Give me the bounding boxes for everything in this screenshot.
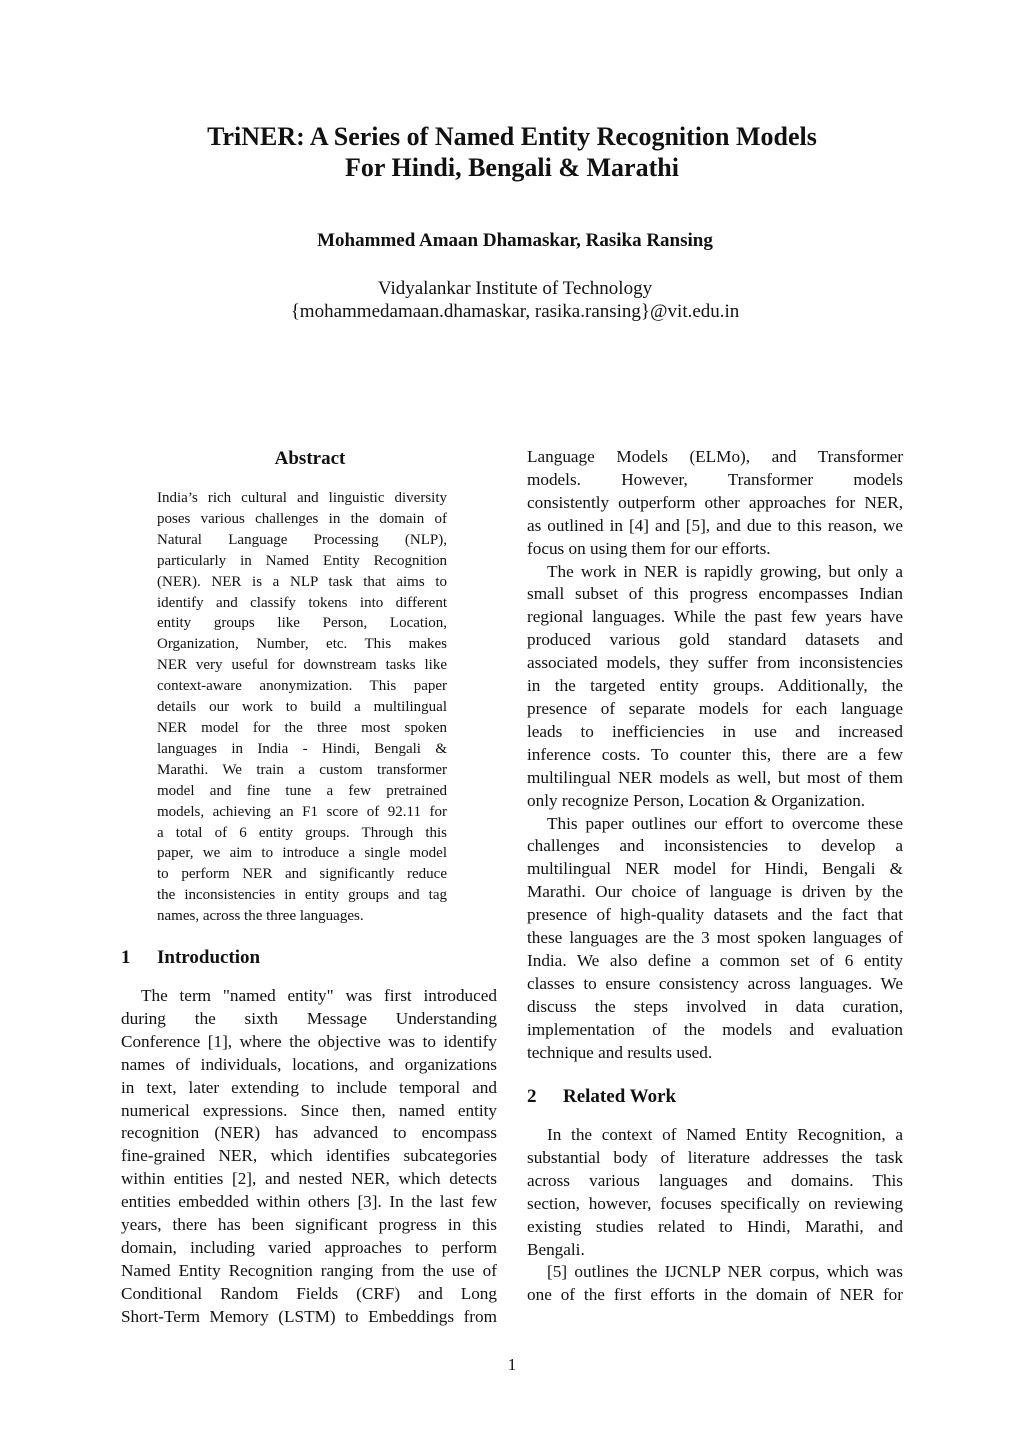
paper-title-line-1: TriNER: A Series of Named Entity Recognition Models	[207, 122, 817, 151]
paragraph-line: domain, including varied approaches to perform	[121, 1237, 497, 1257]
paragraph-line: only recognize Person, Location & Organization.	[527, 790, 866, 810]
abstract-line: Marathi. We train a custom transformer	[157, 761, 447, 778]
paragraph-line: these languages are the 3 most spoken languages of	[527, 928, 903, 948]
paragraph-line: implementation of the models and evaluation	[527, 1019, 903, 1039]
abstract-line: to perform NER and significantly reduce	[157, 866, 447, 883]
abstract-body	[157, 488, 447, 927]
abstract-line: details our work to build a multilingual	[157, 699, 447, 716]
paragraph-line: within entities [2], and nested NER, which detects	[121, 1169, 497, 1189]
paragraph-line: Bengali.	[527, 1239, 585, 1259]
paragraph-line: Short-Term Memory (LSTM) to Embeddings from	[121, 1306, 497, 1326]
paragraph-line: numerical expressions. Since then, named entity	[121, 1100, 497, 1120]
abstract-line: (NER). NER is a NLP task that aims to	[157, 573, 447, 590]
paragraph-line: fine-grained NER, which identifies subcategories	[121, 1146, 497, 1166]
paragraph-line: Named Entity Recognition ranging from the use of	[121, 1260, 497, 1280]
paragraph-line: consistently outperform other approaches for NER,	[527, 492, 903, 512]
paragraph-line: technique and results used.	[527, 1042, 713, 1062]
paragraph-line: models. However, Transformer models	[527, 469, 903, 489]
paragraph-line: In the context of Named Entity Recognition, a	[547, 1125, 903, 1144]
paragraph-line: discuss the steps involved in data curation,	[527, 996, 903, 1016]
paragraph-line: in the targeted entity groups. Additionally, the	[527, 676, 903, 696]
paragraph-line: [5] outlines the IJCNLP NER corpus, which was	[547, 1262, 903, 1282]
paper-title-line-2: For Hindi, Bengali & Marathi	[345, 153, 679, 182]
paragraph-line: associated models, they suffer from inconsistencies	[527, 653, 903, 673]
paragraph-line: classes to ensure consistency across languages. We	[527, 973, 903, 993]
paragraph-line: Conference [1], where the objective was to identify	[121, 1031, 497, 1051]
paragraph-line: substantial body of literature addresses the task	[527, 1147, 903, 1167]
abstract-line: entity groups like Person, Location,	[157, 615, 447, 632]
paragraph-line: India. We also define a common set of 6 entity	[527, 950, 903, 970]
paragraph-line: presence of high-quality datasets and the fact that	[527, 905, 903, 925]
section-title: Introduction	[157, 947, 261, 968]
abstract-line: particularly in Named Entity Recognition	[157, 552, 447, 569]
affiliation-emails: {mohammedamaan.dhamaskar, rasika.ransing}@vit.edu.in	[290, 301, 740, 322]
section-number: 2	[527, 1086, 537, 1107]
paragraph-line: during the sixth Message Understanding	[121, 1008, 497, 1028]
paragraph-line: challenges and inconsistencies to develop a	[527, 836, 903, 856]
abstract-line: context-aware anonymization. This paper	[157, 678, 447, 695]
section-heading-related-work	[527, 1085, 676, 1109]
abstract-line: a total of 6 entity groups. Through this	[157, 824, 447, 841]
paragraph-line: This paper outlines our effort to overcome these	[547, 813, 903, 833]
abstract-line: model and fine tune a few pretrained	[157, 782, 447, 799]
paragraph-line: Marathi. Our choice of language is driven by the	[527, 882, 903, 902]
authors: Mohammed Amaan Dhamaskar, Rasika Ransing	[317, 230, 713, 251]
paragraph-line: across various languages and domains. This	[527, 1170, 903, 1190]
abstract-heading: Abstract	[274, 448, 346, 469]
paragraph-line: presence of separate models for each language	[527, 698, 903, 718]
section-title: Related Work	[563, 1086, 677, 1107]
paragraph-line: existing studies related to Hindi, Marathi, and	[527, 1216, 903, 1236]
paragraph-line: as outlined in [4] and [5], and due to this reason, we	[527, 515, 903, 535]
paragraph-line: The term "named entity" was first introduced	[141, 986, 497, 1005]
paragraph-line: produced various gold standard datasets and	[527, 630, 903, 650]
paragraph-line: Conditional Random Fields (CRF) and Long	[121, 1283, 497, 1303]
paragraph-line: small subset of this progress encompasses Indian	[527, 584, 903, 604]
paragraph-line: years, there has been significant progress in this	[121, 1215, 497, 1235]
abstract-line: Natural Language Processing (NLP),	[157, 531, 447, 548]
abstract-line: languages in India - Hindi, Bengali &	[157, 740, 447, 757]
paragraph-line: multilingual NER model for Hindi, Bengali &	[527, 859, 903, 879]
abstract-line: poses various challenges in the domain of	[157, 510, 447, 527]
related-work-body	[527, 1124, 903, 1307]
paragraph-line: in text, later extending to include temporal and	[121, 1077, 497, 1097]
paragraph-line: The work in NER is rapidly growing, but only a	[547, 561, 903, 581]
abstract-line: identify and classify tokens into different	[157, 594, 447, 611]
abstract-line: names, across the three languages.	[157, 908, 364, 925]
introduction-body-right	[527, 446, 903, 1064]
paragraph-line: recognition (NER) has advanced to encompass	[121, 1123, 497, 1143]
abstract-line: paper, we aim to introduce a single model	[157, 845, 447, 862]
page-number: 1	[507, 1355, 517, 1374]
paragraph-line: names of individuals, locations, and organizations	[121, 1054, 497, 1074]
abstract-line: Organization, Number, etc. This makes	[157, 636, 447, 653]
section-heading-introduction	[121, 946, 260, 970]
paragraph-line: focus on using them for our efforts.	[527, 538, 771, 558]
affiliation-institution: Vidyalankar Institute of Technology	[377, 278, 653, 299]
abstract-line: the inconsistencies in entity groups and tag	[157, 887, 447, 904]
paragraph-line: leads to inefficiencies in use and increased	[527, 721, 903, 741]
paragraph-line: Language Models (ELMo), and Transformer	[527, 447, 903, 466]
paragraph-line: inference costs. To counter this, there are a few	[527, 744, 903, 764]
paragraph-line: one of the first efforts in the domain of NER for	[527, 1285, 903, 1305]
paragraph-line: section, however, focuses specifically on reviewing	[527, 1193, 903, 1213]
abstract-line: models, achieving an F1 score of 92.11 for	[157, 803, 447, 820]
abstract-line: NER very useful for downstream tasks like	[157, 657, 447, 674]
introduction-body-left	[121, 985, 497, 1329]
abstract-line: India’s rich cultural and linguistic diversity	[157, 490, 447, 506]
section-number: 1	[121, 947, 131, 968]
paragraph-line: regional languages. While the past few years have	[527, 607, 903, 627]
paragraph-line: entities embedded within others [3]. In the last few	[121, 1192, 497, 1212]
abstract-line: NER model for the three most spoken	[157, 719, 447, 736]
paragraph-line: multilingual NER models as well, but most of them	[527, 767, 903, 787]
